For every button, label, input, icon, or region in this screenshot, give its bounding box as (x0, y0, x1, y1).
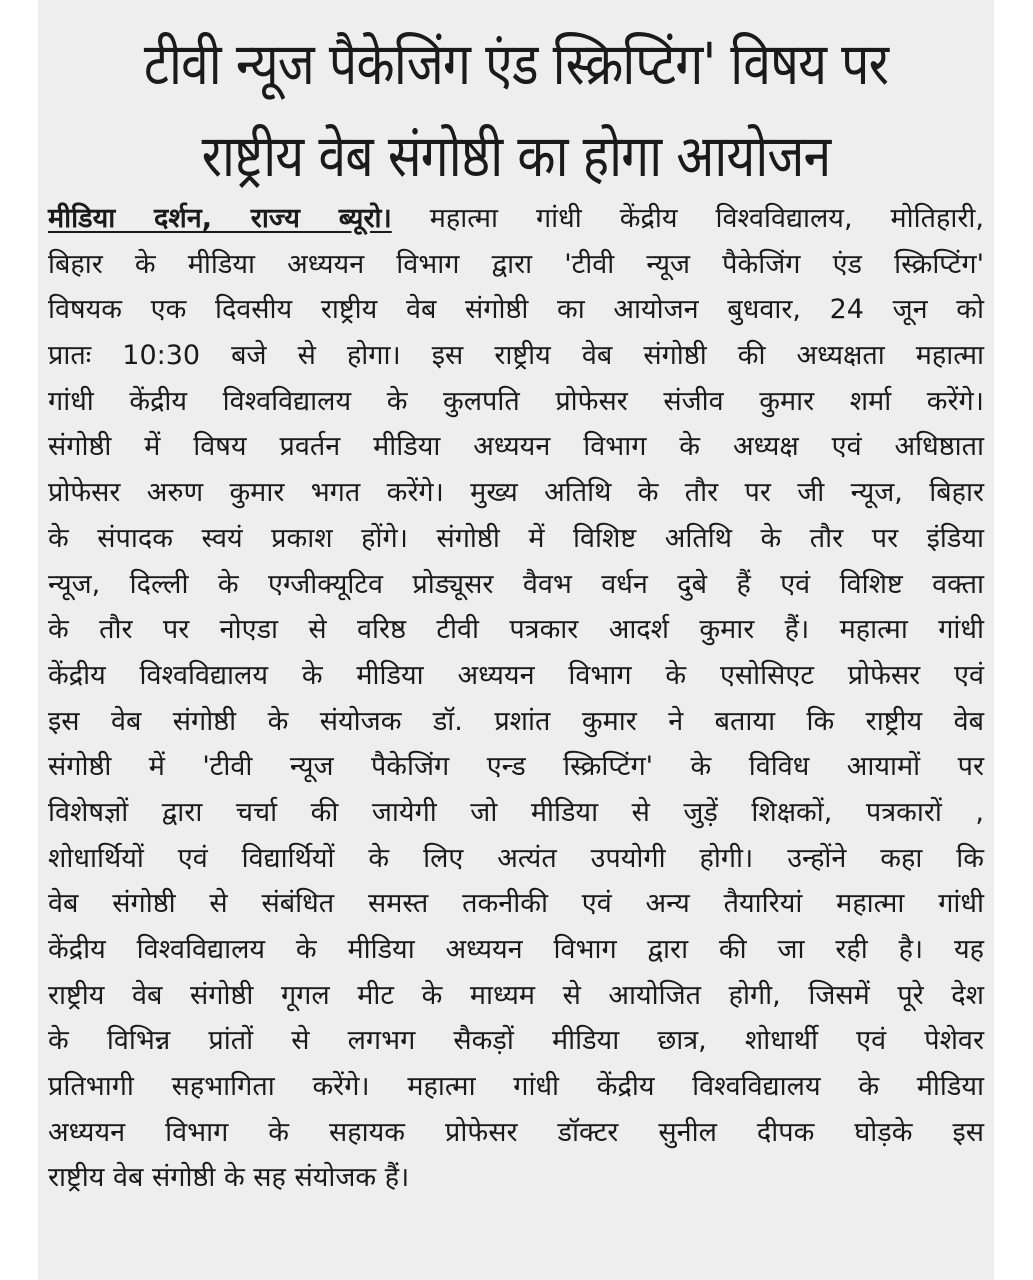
headline-line-1: टीवी न्यूज पैकेजिंग एंड स्क्रिप्टिंग' विषय पर (143, 30, 889, 98)
body-line: केंद्रीय विश्वविद्यालय के मीडिया अध्ययन विभाग के एसोसिएट प्रोफेसर एवं (48, 659, 984, 691)
body-line (48, 196, 984, 242)
body-line: इस वेब संगोष्ठी के संयोजक डॉ. प्रशांत कुमार ने बताया कि राष्ट्रीय वेब (48, 705, 984, 737)
body-line: प्रातः 10:30 बजे से होगा। इस राष्ट्रीय वेब संगोष्ठी की अध्यक्षता महात्मा (48, 340, 984, 372)
body-line: विषयक एक दिवसीय राष्ट्रीय वेब संगोष्ठी का आयोजन बुधवार, 24 जून को (48, 294, 984, 326)
body-line: शोधार्थियों एवं विद्यार्थियों के लिए अत्यंत उपयोगी होगी। उन्होंने कहा कि (48, 842, 984, 874)
body-line: राष्ट्रीय वेब संगोष्ठी के सह संयोजक हैं। (48, 1162, 410, 1194)
body-line: वेब संगोष्ठी से संबंधित समस्त तकनीकी एवं अन्य तैयारियां महात्मा गांधी (48, 888, 984, 920)
body-line: अध्ययन विभाग के सहायक प्रोफेसर डॉक्टर सुनील दीपक घोड़के इस (48, 1116, 984, 1148)
body-line-text: महात्मा गांधी केंद्रीय विश्वविद्यालय, मोतिहारी, (429, 203, 985, 234)
headline (105, 0, 927, 202)
body-line: के विभिन्न प्रांतों से लगभग सैकड़ों मीडिया छात्र, शोधार्थी एवं पेशेवर (48, 1025, 984, 1057)
body-line: संगोष्ठी में विषय प्रवर्तन मीडिया अध्ययन विभाग के अध्यक्ष एवं अधिष्ठाता (48, 431, 984, 463)
body-line: न्यूज, दिल्ली के एग्जीक्यूटिव प्रोड्यूसर वैवभ वर्धन दुबे हैं एवं विशिष्ट वक्ता (48, 568, 984, 600)
body-line: बिहार के मीडिया अध्ययन विभाग द्वारा 'टीवी न्यूज पैकेजिंग एंड स्क्रिप्टिंग' (48, 248, 984, 280)
dateline: मीडिया दर्शन, राज्य ब्यूरो। (48, 203, 392, 234)
body-line: प्रतिभागी सहभागिता करेंगे। महात्मा गांधी केंद्रीय विश्वविद्यालय के मीडिया (48, 1071, 984, 1103)
body-line: संगोष्ठी में 'टीवी न्यूज पैकेजिंग एन्ड स्क्रिप्टिंग' के विविध आयामों पर (48, 751, 984, 783)
body-line: के तौर पर नोएडा से वरिष्ठ टीवी पत्रकार आदर्श कुमार हैं। महात्मा गांधी (48, 614, 984, 646)
news-clipping (38, 0, 994, 1280)
article-body (48, 196, 984, 1201)
headline-line-2: राष्ट्रीय वेब संगोष्ठी का होगा आयोजन (201, 122, 831, 190)
body-line: के संपादक स्वयं प्रकाश होंगे। संगोष्ठी में विशिष्ट अतिथि के तौर पर इंडिया (48, 522, 984, 554)
body-line: केंद्रीय विश्वविद्यालय के मीडिया अध्ययन विभाग द्वारा की जा रही है। यह (48, 934, 984, 965)
body-line: गांधी केंद्रीय विश्वविद्यालय के कुलपति प्रोफेसर संजीव कुमार शर्मा करेंगे। (48, 385, 984, 417)
body-line: विशेषज्ञों द्वारा चर्चा की जायेगी जो मीडिया से जुड़ें शिक्षकों, पत्रकारों , (48, 796, 984, 828)
body-line: प्रोफेसर अरुण कुमार भगत करेंगे। मुख्य अतिथि के तौर पर जी न्यूज, बिहार (48, 477, 984, 509)
body-line: राष्ट्रीय वेब संगोष्ठी गूगल मीट के माध्यम से आयोजित होगी, जिसमें पूरे देश (48, 979, 984, 1011)
